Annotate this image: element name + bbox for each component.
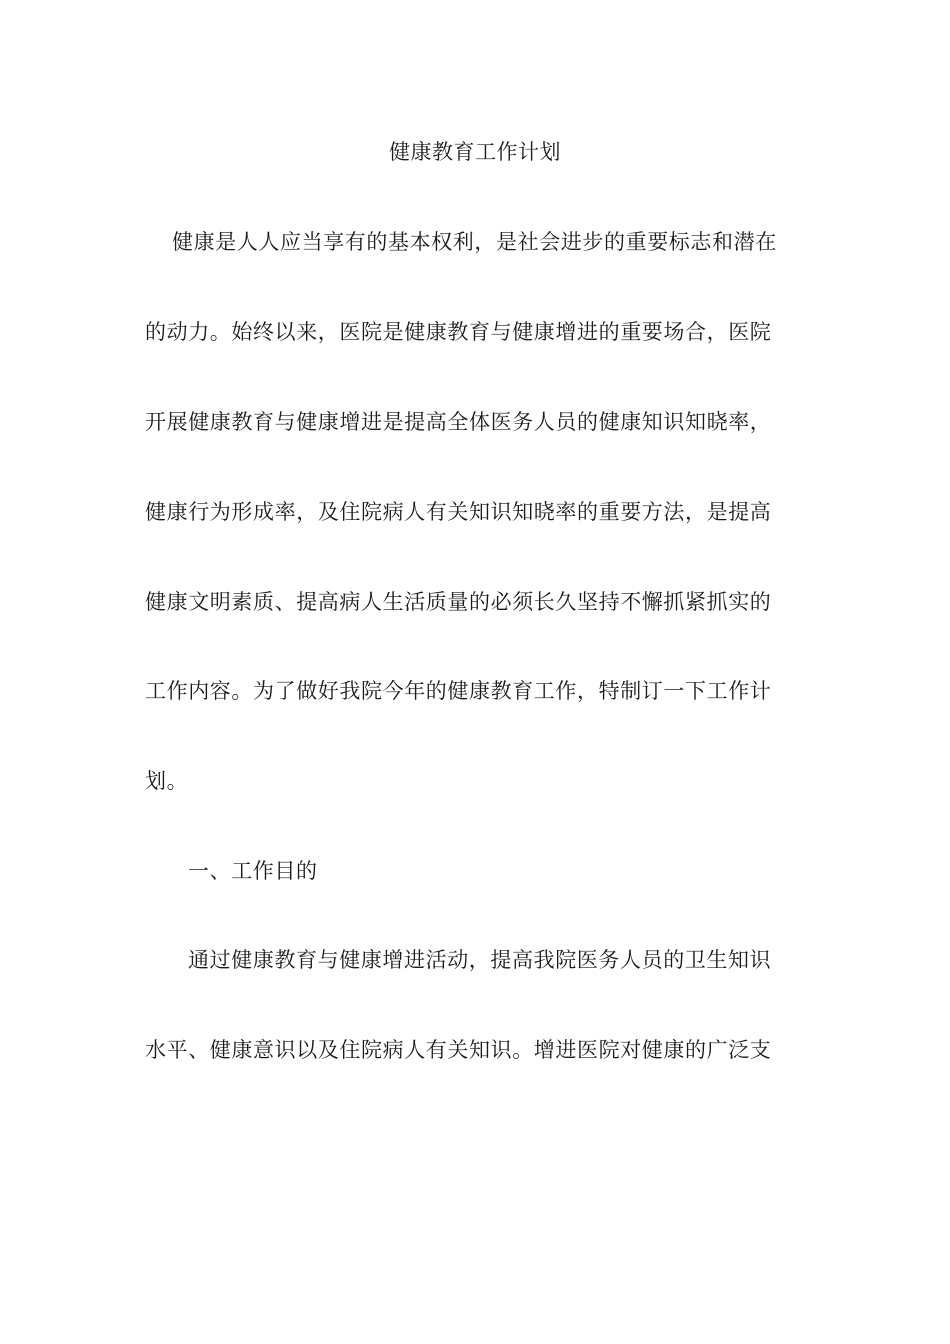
document-title: 健康教育工作计划 (389, 140, 561, 164)
paragraph-line: 的动力。始终以来，医院是健康教育与健康增进的重要场合，医院 (145, 320, 772, 344)
paragraph-line: 水平、健康意识以及住院病人有关知识。增进医院对健康的广泛支 (145, 1038, 772, 1062)
paragraph-line: 工作内容。为了做好我院今年的健康教育工作，特制订一下工作计 (145, 679, 772, 703)
section-heading: 一、工作目的 (188, 859, 318, 883)
paragraph-line: 通过健康教育与健康增进活动，提高我院医务人员的卫生知识 (188, 948, 772, 972)
paragraph-line: 划。 (145, 769, 189, 793)
paragraph-line: 开展健康教育与健康增进是提高全体医务人员的健康知识知晓率， (145, 410, 772, 434)
paragraph-line: 健康文明素质、提高病人生活质量的必须长久坚持不懈抓紧抓实的 (145, 590, 772, 614)
paragraph-line: 健康是人人应当享有的基本权利，是社会进步的重要标志和潜在 (172, 230, 777, 254)
paragraph-line: 健康行为形成率，及住院病人有关知识知晓率的重要方法，是提高 (145, 500, 772, 524)
